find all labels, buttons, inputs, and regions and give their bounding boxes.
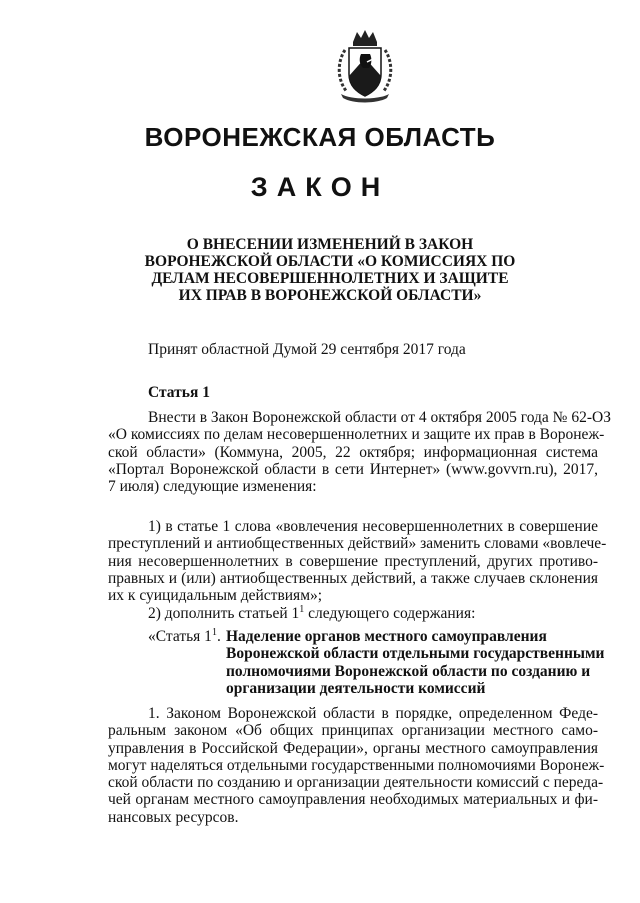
text-line: ния несовершеннолетних в совершение преступлений, других противо- — [108, 552, 598, 570]
article-intro-paragraph — [108, 409, 611, 496]
document-type: ЗАКОН — [250, 172, 390, 202]
text-line: преступлений и антиобщественных действий» заменить словами «вовлече- — [108, 535, 607, 553]
region-name: ВОРОНЕЖСКАЯ ОБЛАСТЬ — [144, 122, 496, 152]
adoption-date-line: Принят областной Думой 29 сентября 2017 года — [148, 341, 466, 358]
title-line: организации деятельности комиссий — [226, 679, 486, 697]
superscript: 1 — [299, 603, 305, 615]
law-title-line: ДЕЛАМ НЕСОВЕРШЕННОЛЕТНИХ И ЗАЩИТЕ — [151, 270, 509, 287]
new-article-number — [148, 628, 221, 645]
title-line: Наделение органов местного самоуправления — [226, 628, 547, 645]
text-line — [108, 605, 598, 622]
new-article-title — [226, 628, 606, 697]
text-line: 1) в статье 1 слова «вовлечения несовершеннолетних в совершение — [148, 518, 598, 535]
text-line: могут наделяться отдельными государственными полномочиями Воронеж- — [108, 756, 605, 774]
new-article-paragraph-1 — [108, 705, 605, 826]
superscript: 1 — [211, 626, 217, 638]
text-line: «О комиссиях по делам несовершеннолетних и защите их прав в Воронеж- — [108, 426, 605, 444]
text-line: Внести в Закон Воронежской области от 4 октября 2005 года № 62-ОЗ — [148, 409, 611, 426]
text-line: 1. Законом Воронежской области в порядке, определенном Феде- — [148, 705, 598, 722]
law-title-line: ВОРОНЕЖСКОЙ ОБЛАСТИ «О КОМИССИЯХ ПО — [144, 253, 516, 270]
text-line: «Портал Воронежской области в сети Интернет» (www.govvrn.ru), 2017, — [108, 460, 598, 478]
text-line: правных и (или) антиобщественных действий, а также случаев склонения — [108, 569, 598, 587]
law-title — [140, 236, 520, 304]
item-1-paragraph — [108, 518, 607, 605]
new-article-label: «Статья 1 — [148, 628, 212, 645]
title-line: полномочиями Воронежской области по созданию и — [226, 662, 591, 680]
law-title-line: О ВНЕСЕНИИ ИЗМЕНЕНИЙ В ЗАКОН — [186, 236, 474, 253]
text-line: ской области по созданию и организации деятельности комиссий с переда- — [108, 774, 604, 792]
text-line: ральным законом «Об общих принципах организации местного само- — [108, 722, 598, 740]
text-line: их к суицидальным действиям»; — [108, 587, 323, 605]
article-heading: Статья 1 — [148, 384, 210, 401]
item-2-text: 2) дополнить статьей 1 — [148, 605, 300, 622]
text-line: ской области» (Коммуна, 2005, 22 октября; информационная система — [108, 443, 598, 461]
new-article-dot: . — [216, 628, 221, 645]
text-line: чей органам местного самоуправления необходимых материальных и фи- — [108, 791, 598, 809]
title-line: Воронежской области отдельными государственными — [226, 645, 605, 663]
item-2-text-end: следующего содержания: — [304, 605, 476, 622]
item-2-paragraph — [108, 605, 598, 622]
text-line: управления в Российской Федерации», органы местного самоуправления — [108, 739, 598, 757]
text-line: 7 июля) следующие изменения: — [108, 478, 317, 496]
text-line: нансовых ресурсов. — [108, 808, 239, 826]
coat-of-arms-emblem — [331, 28, 399, 104]
law-title-line: ИХ ПРАВ В ВОРОНЕЖСКОЙ ОБЛАСТИ» — [178, 287, 482, 304]
